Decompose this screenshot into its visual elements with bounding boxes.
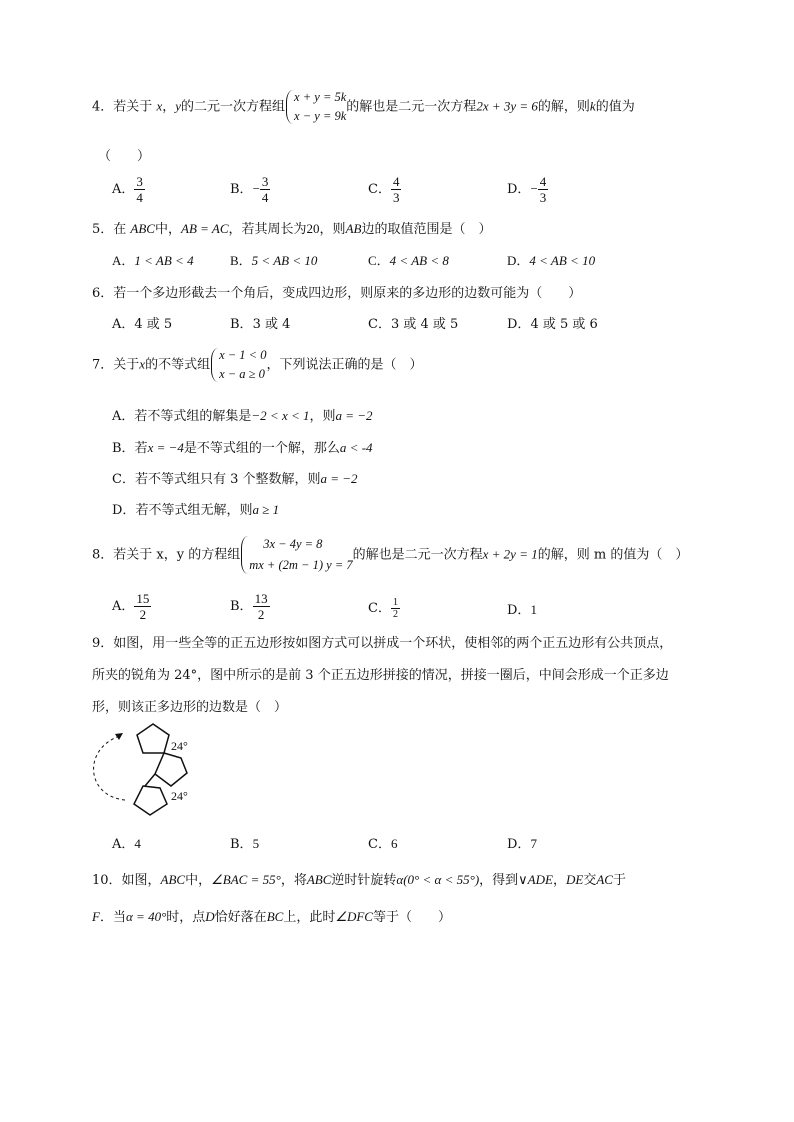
q5-stem (92, 218, 491, 237)
q10-text: ， (552, 873, 566, 888)
q5-option-d[interactable] (507, 250, 595, 269)
q4-equation-system (285, 88, 346, 126)
option-math: a = −2 (335, 408, 373, 423)
q4-number: 4． (92, 99, 114, 115)
option-label: B． (230, 837, 253, 852)
q5-text: 中， (154, 222, 181, 237)
fraction (391, 174, 402, 205)
option-label: C． (368, 182, 391, 197)
option-text: 5 (252, 836, 260, 851)
q8-stem (92, 534, 688, 576)
option-math: a ≥ 1 (252, 502, 280, 517)
option-math: x = −4 (147, 440, 184, 455)
option-label: D． (507, 182, 531, 197)
numerator: 3 (261, 174, 269, 189)
option-math: a = −2 (320, 471, 358, 486)
q4-text: 若关于 (113, 99, 153, 115)
q8-eq2: mx + (2m − 1) y = 7 (249, 558, 353, 572)
q10-text: ，得到∨ (479, 873, 528, 888)
option-text: 4 < AB < 8 (389, 253, 449, 268)
q8-option-b[interactable] (230, 591, 270, 622)
q5-text: ，则 (319, 222, 346, 237)
pentagon-bottom (134, 786, 167, 815)
q4-sep: ， (162, 99, 176, 115)
q10-line-2 (92, 906, 451, 925)
option-text: 4 (134, 836, 141, 851)
numerator: 1 (392, 597, 398, 608)
q10-text: 逆时针旋转 (331, 873, 397, 888)
angle-dfc: ∠DFC (335, 909, 373, 924)
option-label: A． (112, 599, 135, 614)
var-y: y (175, 98, 182, 114)
fraction (253, 591, 270, 622)
point-f: F (92, 909, 100, 924)
denominator: 4 (261, 190, 269, 205)
option-text: 若不等式组无解，则 (135, 503, 253, 518)
q10-text: 交 (583, 873, 597, 888)
option-text: 1 < AB < 4 (134, 253, 194, 268)
q6-option-a[interactable] (112, 313, 172, 332)
q8-option-d[interactable] (507, 599, 537, 618)
option-label: A． (112, 317, 135, 332)
q4-option-c[interactable] (368, 174, 401, 205)
option-text: 3 或 4 (252, 317, 291, 332)
pentagon-ring-figure (85, 718, 215, 818)
q10-text: ．当 (99, 910, 126, 925)
segment-de: DE (565, 872, 584, 887)
numerator: 3 (136, 174, 143, 189)
option-text: 若不等式组只有 3 个整数解，则 (134, 472, 321, 487)
option-label: C． (368, 317, 391, 332)
q7-text: 7．关于 (92, 357, 140, 373)
q4-eq3: 2x + 3y = 6 (476, 98, 538, 114)
option-math: a < -4 (339, 440, 373, 455)
q10-text: ，将 (280, 873, 307, 888)
q10-text: 时，点 (166, 910, 206, 925)
q4-text: 的二元一次方程组 (181, 99, 286, 115)
denominator: 3 (392, 190, 400, 205)
option-text: 1 (530, 602, 537, 617)
q9-line-3: 形，则该正多边形的边数是（ ） (92, 700, 288, 715)
segment-ac: AC (596, 872, 613, 887)
var-x: x (156, 98, 163, 114)
q7-option-c[interactable] (112, 468, 358, 487)
q4-text: 的解也是二元一次方程 (346, 99, 477, 115)
option-label: A． (112, 837, 135, 852)
denominator: 4 (136, 190, 143, 205)
numerator: 4 (539, 174, 547, 189)
option-label: B． (230, 253, 252, 268)
option-text: 7 (530, 836, 537, 851)
q7-ineq1: x − 1 < 0 (219, 348, 267, 362)
q7-option-a[interactable] (112, 405, 373, 424)
option-label: A． (112, 182, 135, 197)
alpha-value: α = 40° (125, 909, 167, 924)
q7-option-d[interactable] (112, 499, 279, 518)
fraction (538, 174, 549, 205)
minus-sign: − (530, 181, 538, 196)
q5-option-a[interactable] (112, 250, 194, 269)
option-label: A． (112, 253, 135, 268)
angle-bac: ∠BAC = 55° (211, 872, 281, 887)
angle-label-bottom: 24° (171, 789, 188, 803)
option-text: 4 < AB < 10 (529, 253, 596, 268)
var-k: k (589, 98, 596, 114)
q7-stem (92, 346, 423, 384)
option-text: 4 或 5 或 6 (530, 317, 598, 332)
q4-text: 的值为 (595, 99, 635, 115)
fraction (134, 591, 151, 622)
q5-option-c[interactable] (368, 250, 449, 269)
option-label: B． (230, 599, 253, 614)
q6-option-b[interactable] (230, 313, 290, 332)
q4-stem (92, 88, 635, 126)
q4-option-b[interactable] (230, 174, 270, 205)
connector-line (145, 774, 155, 786)
triangle-abc: ABC (130, 221, 155, 236)
option-label: B． (230, 317, 253, 332)
q7-inequality-system (210, 346, 266, 384)
perimeter-value: 20 (306, 221, 320, 236)
denominator: 2 (392, 609, 398, 620)
option-label: D． (112, 503, 136, 518)
pentagon-middle (155, 753, 187, 786)
q10-text: 恰好落在 (214, 910, 267, 925)
fraction (260, 174, 271, 205)
q6-option-d[interactable] (507, 313, 598, 332)
q5-text: ，若其周长为 (228, 222, 307, 237)
denominator: 2 (139, 607, 147, 622)
arrow-head-icon (115, 733, 123, 740)
option-label: C． (368, 253, 390, 268)
q4-text: 的解，则 (537, 99, 590, 115)
q10-line-1 (92, 869, 626, 888)
q9-option-d[interactable] (507, 833, 537, 852)
numerator: 4 (392, 174, 400, 189)
q8-text: 的解也是二元一次方程 (352, 547, 483, 563)
pentagon-top (137, 724, 169, 753)
q10-text: 中， (185, 873, 212, 888)
q9-option-c[interactable] (368, 833, 397, 852)
denominator: 2 (257, 607, 265, 622)
triangle-abc: ABC (160, 872, 186, 887)
q10-text: 于 (612, 873, 626, 888)
rotation-angle-range: α(0° < α < 55°) (396, 872, 480, 887)
q6-option-c[interactable] (368, 313, 458, 332)
minus-sign: − (252, 181, 260, 196)
q9-line-1: 9．如图，用一些全等的正五边形按如图方式可以拼成一个环状，使相邻的两个正五边形有公共顶点， (92, 636, 673, 651)
option-text: 6 (390, 836, 398, 851)
q4-option-d[interactable] (507, 174, 548, 205)
q9-option-b[interactable] (230, 833, 259, 852)
option-label: C． (368, 601, 391, 616)
numerator: 15 (136, 591, 150, 606)
q7-text: 的不等式组 (145, 357, 211, 373)
q4-option-a[interactable] (112, 174, 145, 205)
option-label: D． (507, 837, 531, 852)
q10-text: 10．如图， (92, 873, 161, 888)
q8-option-a[interactable] (112, 591, 151, 622)
option-label: B． (112, 441, 135, 456)
triangle-abc: ABC (306, 872, 332, 887)
fraction (134, 174, 145, 205)
triangle-ade: ADE (527, 872, 553, 887)
option-math: −2 < x < 1 (251, 408, 310, 423)
q8-eq3: x + 2y = 1 (482, 546, 538, 562)
dashed-arrow-path (94, 736, 125, 800)
q5-text: 边的取值范围是（ ） (361, 222, 492, 237)
q8-equation-system (240, 534, 352, 576)
q5-option-b[interactable] (230, 250, 317, 269)
q9-option-a[interactable] (112, 833, 141, 852)
option-text: 4 或 5 (134, 317, 173, 332)
option-label: B． (230, 182, 253, 197)
q8-eq1: 3x − 4y = 8 (263, 537, 323, 551)
point-d: D (205, 909, 215, 924)
option-text: 3 或 4 或 5 (390, 317, 459, 332)
q8-text: 的解，则 m 的值为（ ） (537, 547, 689, 563)
option-label: D． (507, 317, 531, 332)
q7-text: ，下列说法正确的是（ ） (266, 357, 423, 373)
q7-option-b[interactable] (112, 437, 373, 456)
q4-answer-paren: （ ） (98, 149, 151, 164)
option-label: C． (368, 837, 391, 852)
numerator: 13 (254, 591, 268, 606)
fraction (391, 597, 400, 620)
option-label: D． (507, 253, 530, 268)
q9-line-2: 所夹的锐角为 24°，图中所示的是前 3 个正五边形拼接的情况，拼接一圈后，中间会形成一个正多边 (92, 668, 669, 683)
segment-bc: BC (266, 909, 284, 924)
q10-text: 等于（ ） (372, 910, 451, 925)
option-text: 若 (134, 441, 148, 456)
option-label: C． (112, 472, 135, 487)
denominator: 3 (539, 190, 547, 205)
option-text: 是不等式组的一个解，那么 (183, 441, 340, 456)
q5-number: 5．在 (92, 222, 127, 237)
q10-text: 上，此时 (283, 910, 336, 925)
q8-option-c[interactable] (368, 597, 400, 620)
option-text: 5 < AB < 10 (251, 253, 318, 268)
q4-eq2: x − y = 9k (294, 109, 347, 123)
angle-label-top: 24° (171, 739, 188, 753)
q5-condition: AB = AC (181, 221, 229, 236)
side-ab: AB (345, 221, 362, 236)
q8-text: 8．若关于 x，y 的方程组 (92, 547, 241, 563)
option-text: 若不等式组的解集是 (134, 409, 252, 424)
var-x: x (139, 356, 146, 372)
option-label: D． (507, 603, 531, 618)
q4-eq1: x + y = 5k (294, 90, 347, 104)
q7-ineq2: x − a ≥ 0 (219, 367, 265, 381)
option-label: A． (112, 409, 135, 424)
option-text: ，则 (309, 409, 336, 424)
q6-stem: 6．若一个多边形截去一个角后，变成四边形，则原来的多边形的边数可能为（ ） (92, 286, 582, 301)
